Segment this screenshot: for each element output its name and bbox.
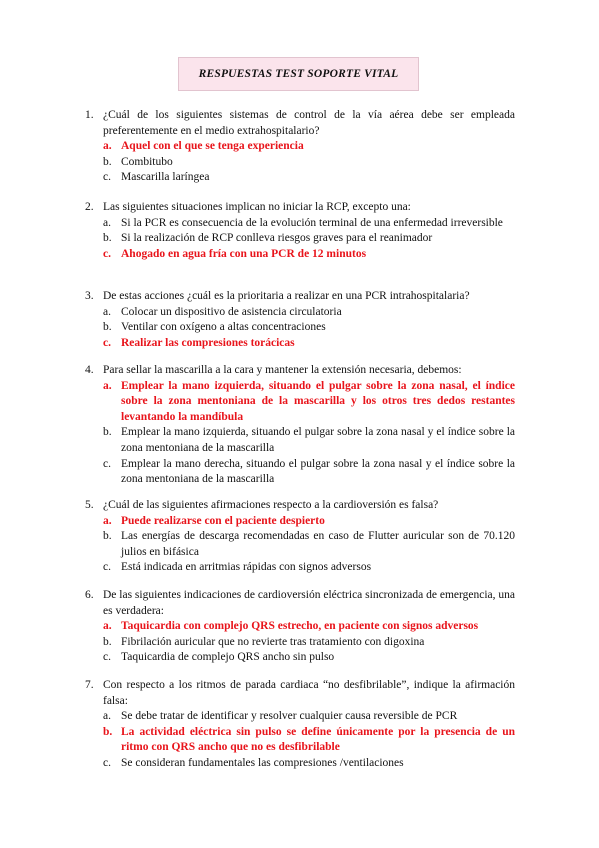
option <box>103 635 515 651</box>
option <box>103 425 515 456</box>
question-text: ¿Cuál de las siguientes afirmaciones respecto a la cardioversión es falsa? <box>103 499 439 511</box>
option-text: Colocar un dispositivo de asistencia circulatoria <box>121 305 342 318</box>
option-letter: a. <box>103 514 112 527</box>
option-letter: b. <box>103 155 112 168</box>
option-letter: c. <box>103 457 111 470</box>
option <box>103 170 515 186</box>
question-number: 7. <box>85 679 94 691</box>
option-text: Mascarilla laríngea <box>121 171 210 184</box>
option-correct <box>103 725 515 756</box>
option-letter: b. <box>103 635 112 648</box>
question-3 <box>85 289 515 351</box>
option-letter: a. <box>103 216 111 229</box>
question-number: 4. <box>85 364 94 376</box>
option-text: Si la realización de RCP conlleva riesgos graves para el reanimador <box>121 232 433 245</box>
option-text: Si la PCR es consecuencia de la evolución terminal de una enfermedad irreversible <box>121 216 503 229</box>
option-text: Aquel con el que se tenga experiencia <box>121 140 304 153</box>
option-letter: a. <box>103 620 112 633</box>
option-letter: a. <box>103 379 112 392</box>
page-title: RESPUESTAS TEST SOPORTE VITAL <box>178 57 419 91</box>
question-number: 3. <box>85 290 94 302</box>
question-5 <box>85 498 515 576</box>
option <box>103 231 515 247</box>
option-letter: c. <box>103 756 111 769</box>
option-text: Se consideran fundamentales las compresiones /ventilaciones <box>121 756 404 769</box>
question-number: 1. <box>85 109 94 121</box>
option-letter: a. <box>103 305 111 318</box>
option-text: Combitubo <box>121 155 173 168</box>
option-text: Emplear la mano derecha, situando el pulgar sobre la zona nasal y el índice sobre la zona mentoniana de la mascarilla <box>121 457 515 486</box>
question-number: 5. <box>85 499 94 511</box>
option-text: Taquicardia con complejo QRS estrecho, en paciente con signos adversos <box>121 620 479 633</box>
option <box>103 560 515 576</box>
option <box>103 709 515 725</box>
question-text: De estas acciones ¿cuál es la prioritaria a realizar en una PCR intrahospitalaria? <box>103 290 470 302</box>
option-text: Las energías de descarga recomendadas en caso de Flutter auricular son de 70.120 julios en bifásica <box>121 530 515 558</box>
question-text: Con respecto a los ritmos de parada cardiaca “no desfibrilable”, indique la afirmación falsa: <box>103 679 515 707</box>
option-letter: c. <box>103 336 111 349</box>
option-text: Se debe tratar de identificar y resolver cualquier causa reversible de PCR <box>121 710 458 723</box>
option-letter: c. <box>103 561 111 574</box>
option-letter: a. <box>103 140 112 153</box>
option <box>103 216 515 232</box>
question-text: Para sellar la mascarilla a la cara y mantener la extensión necesaria, debemos: <box>103 364 462 376</box>
question-text: De las siguientes indicaciones de cardioversión eléctrica sincronizada de emergencia, una es verdadera: <box>103 589 516 617</box>
option-letter: b. <box>103 725 113 738</box>
option-correct <box>103 247 515 263</box>
option-text: Está indicada en arritmias rápidas con signos adversos <box>121 561 372 574</box>
option-correct <box>103 139 515 155</box>
question-1 <box>85 108 515 186</box>
option-letter: c. <box>103 247 111 260</box>
option <box>103 529 515 560</box>
question-4 <box>85 363 515 488</box>
option <box>103 756 515 772</box>
question-text: Las siguientes situaciones implican no iniciar la RCP, excepto una: <box>103 201 411 213</box>
option-text: La actividad eléctrica sin pulso se define únicamente por la presencia de un ritmo con QRS ancho que no es desfibrilable <box>121 725 515 754</box>
option-letter: b. <box>103 426 112 439</box>
option-text: Puede realizarse con el paciente despierto <box>121 514 325 527</box>
option-text: Emplear la mano izquierda, situando el pulgar sobre la zona nasal y el índice sobre la zona mentoniana de la mascarilla <box>121 426 515 454</box>
question-text: ¿Cuál de los siguientes sistemas de control de la vía aérea debe ser empleada preferentemente en el medio extrahospitalario? <box>103 109 515 137</box>
option <box>103 457 515 488</box>
option-text: Realizar las compresiones torácicas <box>121 336 295 349</box>
option-letter: b. <box>103 530 112 543</box>
question-2 <box>85 200 515 262</box>
option-text: Ahogado en agua fría con una PCR de 12 minutos <box>121 247 367 260</box>
option-text: Taquicardia de complejo QRS ancho sin pulso <box>121 651 335 664</box>
question-number: 2. <box>85 201 94 213</box>
option <box>103 650 515 666</box>
option-correct <box>103 379 515 426</box>
option-correct <box>103 619 515 635</box>
option-letter: a. <box>103 710 111 723</box>
option-correct <box>103 514 515 530</box>
question-6 <box>85 588 516 666</box>
option-letter: c. <box>103 171 111 184</box>
option-letter: b. <box>103 321 112 334</box>
option <box>103 320 515 336</box>
option <box>103 305 515 321</box>
option-text: Ventilar con oxígeno a altas concentraciones <box>121 321 326 334</box>
option-text: Fibrilación auricular que no revierte tras tratamiento con digoxina <box>121 635 425 648</box>
question-7 <box>85 678 515 772</box>
option-correct <box>103 336 515 352</box>
question-number: 6. <box>85 589 94 601</box>
option-text: Emplear la mano izquierda, situando el pulgar sobre la zona nasal, el índice sobre la zona mentoniana de la mascarilla y los otros tres dedos restantes levantando la mandíbula <box>121 379 515 423</box>
option-letter: c. <box>103 651 111 664</box>
option-letter: b. <box>103 232 112 245</box>
option <box>103 155 515 171</box>
